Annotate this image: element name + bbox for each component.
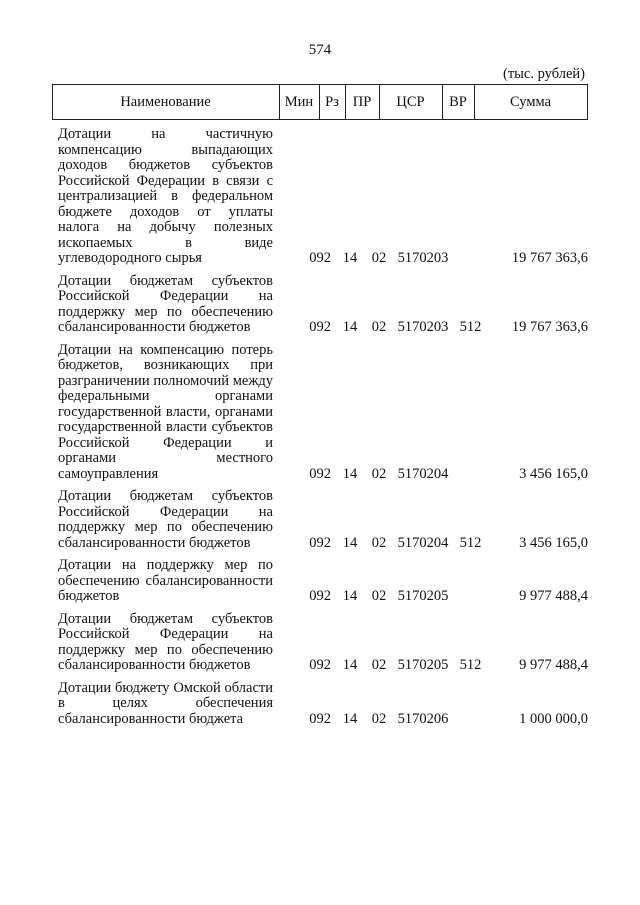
row-pr: 02 [371,250,387,266]
row-min: 092 [309,534,331,551]
row-csr: 5170205 [397,657,449,673]
table-row [52,274,588,336]
units-label: (тыс. рублей) [503,66,585,82]
row-vr: 512 [459,534,482,551]
row-sum: 19 767 363,6 [511,319,588,335]
row-pr: 02 [371,710,387,727]
row-pr: 02 [371,319,387,335]
row-min: 092 [309,657,331,673]
row-csr: 5170203 [397,250,449,266]
row-csr: 5170206 [397,710,449,727]
row-pr: 02 [371,588,387,604]
row-vr: 512 [459,319,482,335]
row-min: 092 [309,588,331,604]
row-csr: 5170203 [397,319,449,335]
table-row [52,612,588,674]
row-rz: 14 [342,250,358,266]
budget-table [52,84,588,727]
row-min: 092 [309,250,331,266]
row-pr: 02 [371,465,387,482]
table-row [52,343,588,483]
row-sum: 3 456 165,0 [519,534,588,551]
header-name: Наименование [120,94,211,110]
row-name: Дотации на компенсацию потерь бюджетов, возникающих при разграничении полномочий между федеральными органами государственной власти, органами государственной власти субъектов Российской Федерации и органами местного самоуправления [58,341,273,482]
row-min: 092 [309,710,331,727]
table-row [52,558,588,605]
row-csr: 5170204 [397,465,449,482]
row-name: Дотации на частичную компенсацию выпадающих доходов бюджетов субъектов Российской Федерации в связи с централизацией в федеральном бюджете доходов от уплаты налога на добычу полезных ископаемых в виде углеводородного сырья [58,126,273,266]
row-rz: 14 [342,588,358,604]
row-rz: 14 [342,534,358,551]
row-name: Дотации бюджетам субъектов Российской Федерации на поддержку мер по обеспечению сбалансированности бюджетов [58,272,273,335]
table-row [52,489,588,551]
row-csr: 5170205 [397,588,449,604]
row-name: Дотации бюджету Омской области в целях обеспечения сбалансированности бюджета [58,679,273,727]
row-min: 092 [309,319,331,335]
row-pr: 02 [371,534,387,551]
row-sum: 19 767 363,6 [511,250,588,266]
row-rz: 14 [342,710,358,727]
row-name: Дотации бюджетам субъектов Российской Федерации на поддержку мер по обеспечению сбалансированности бюджетов [58,610,273,673]
table-header [52,84,588,120]
row-sum: 9 977 488,4 [519,657,588,673]
row-sum: 3 456 165,0 [519,465,588,482]
table-row [52,681,588,728]
table-row [52,127,588,267]
header-sum: Сумма [509,94,552,110]
header-min: Мин [284,94,314,110]
row-pr: 02 [371,657,387,673]
header-vr: ВР [449,94,467,110]
row-vr: 512 [459,657,482,673]
page-number: 574 [308,42,332,58]
row-rz: 14 [342,657,358,673]
header-csr: ЦСР [396,94,425,110]
row-min: 092 [309,465,331,482]
row-name: Дотации бюджетам субъектов Российской Федерации на поддержку мер по обеспечению сбалансированности бюджетов [58,488,273,551]
row-rz: 14 [342,319,358,335]
row-sum: 1 000 000,0 [519,710,588,727]
row-csr: 5170204 [397,534,449,551]
row-name: Дотации на поддержку мер по обеспечению сбалансированности бюджетов [58,557,273,604]
row-sum: 9 977 488,4 [519,588,588,604]
row-rz: 14 [342,465,358,482]
table-body [52,127,588,727]
header-rz: Рз [325,94,339,110]
header-pr: ПР [352,94,372,110]
